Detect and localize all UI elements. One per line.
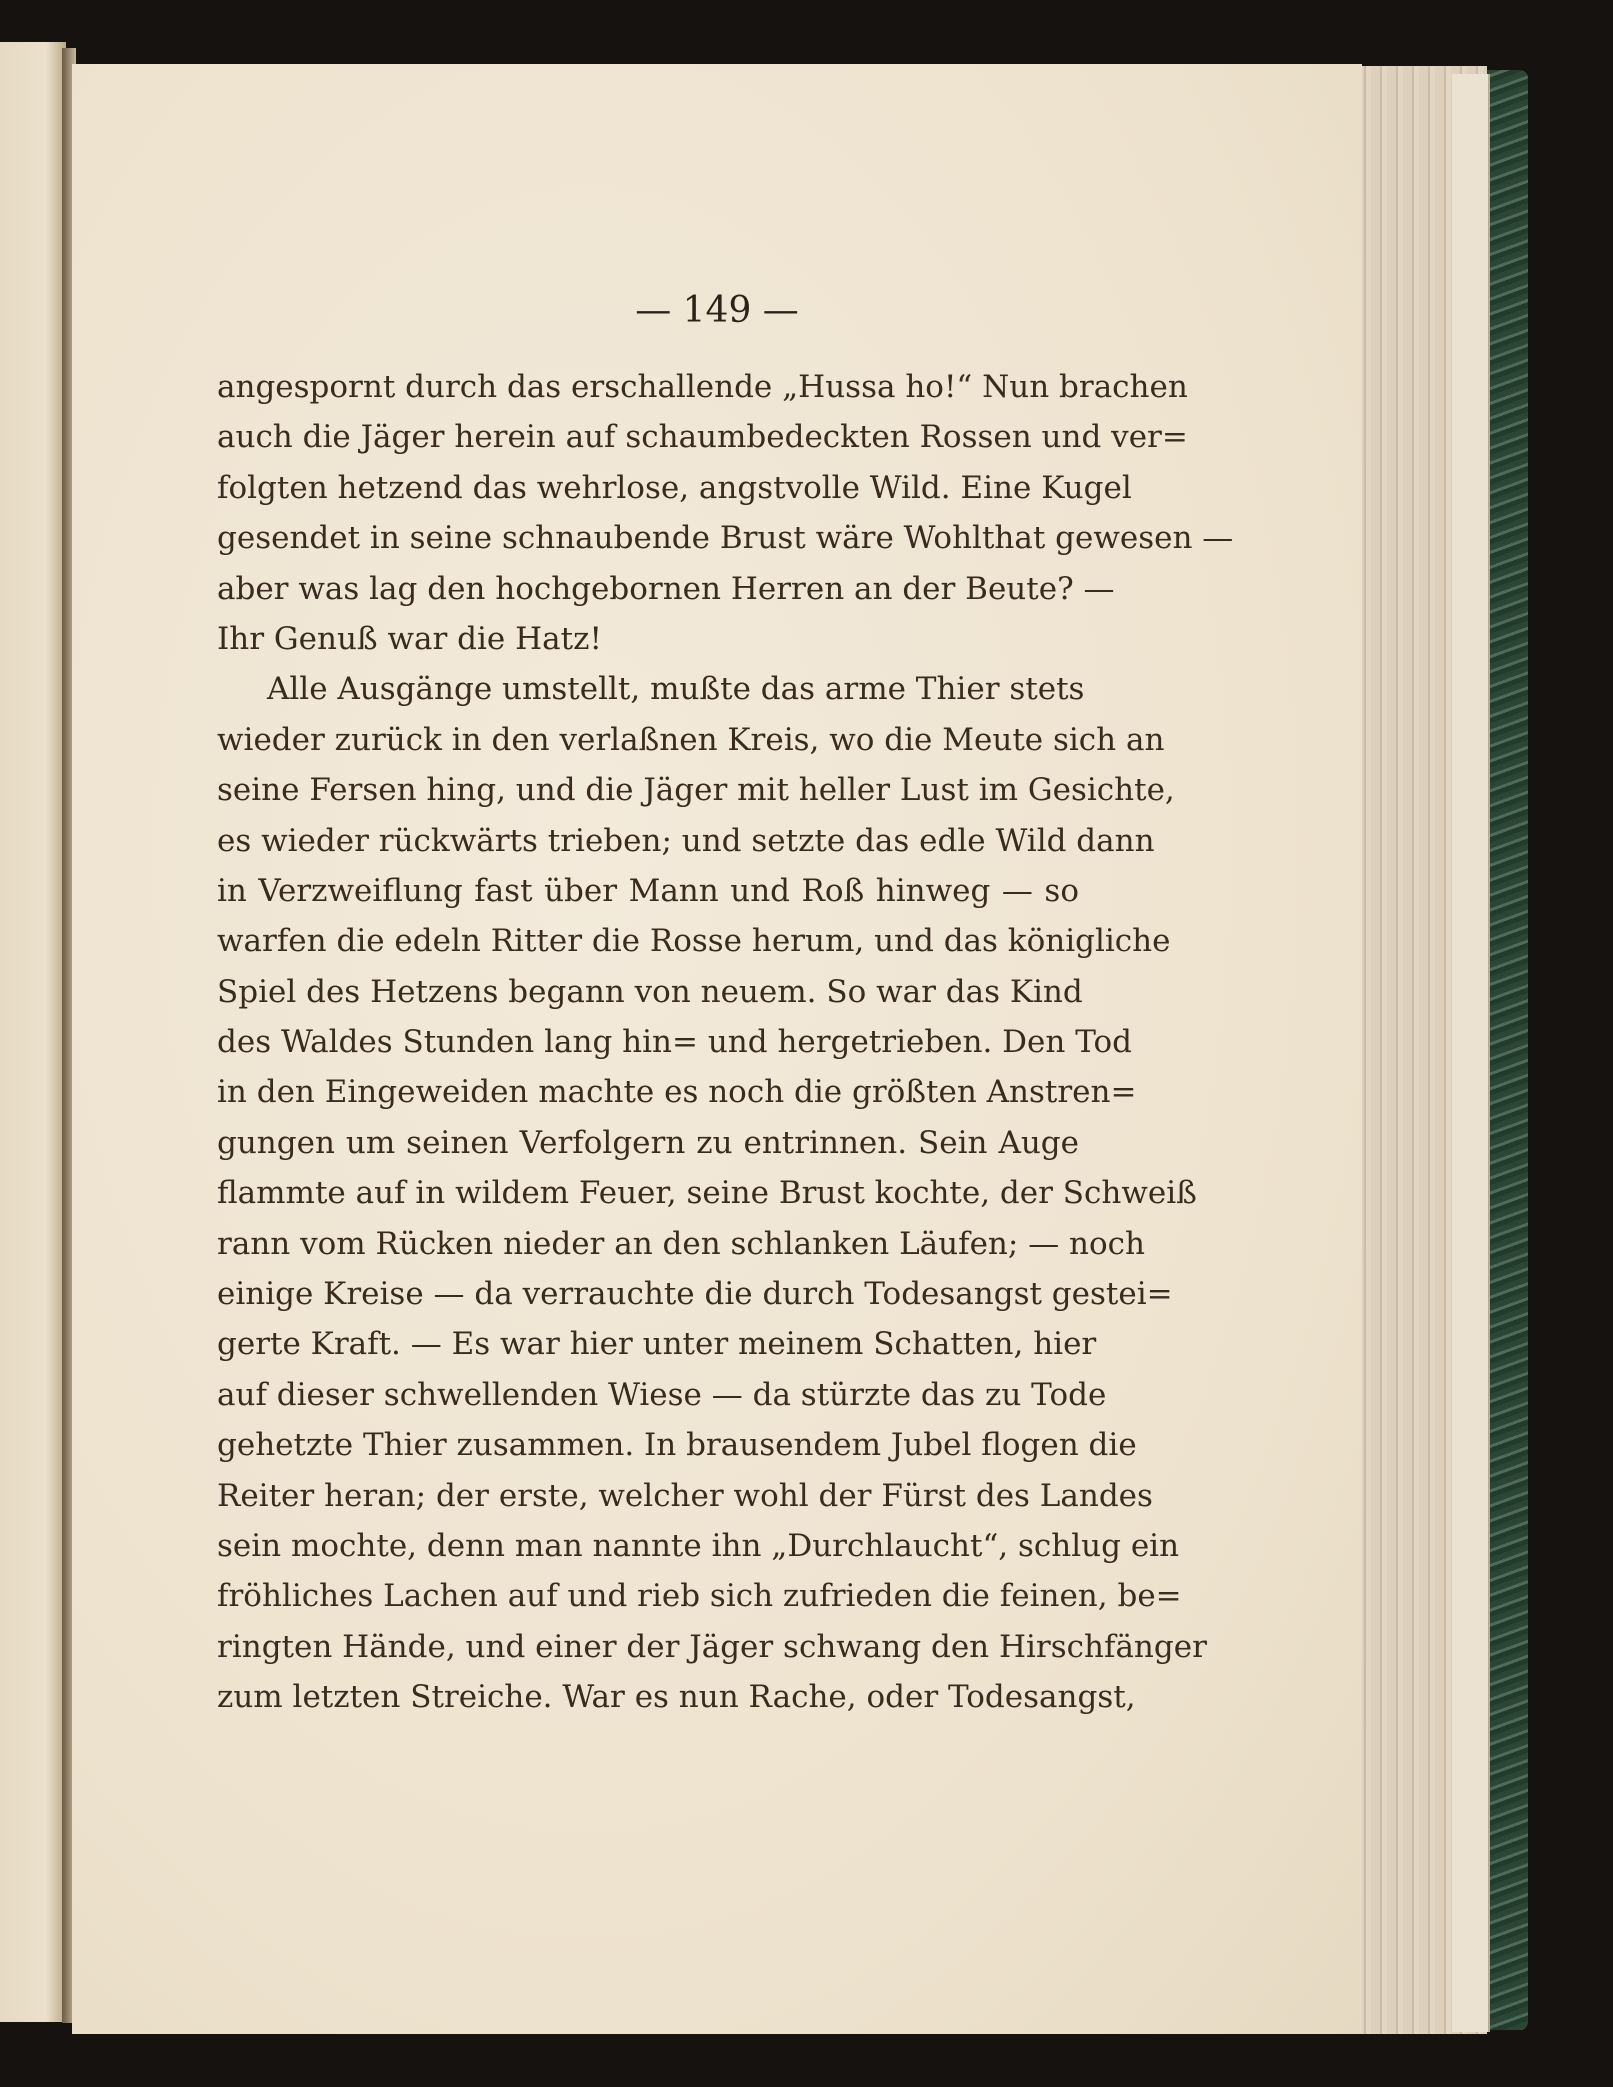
text-line: Reiter heran; der erste, welcher wohl der Fürst des Landes — [217, 1477, 1153, 1514]
text-line: zum letzten Streiche. War es nun Rache, oder Todesangst, — [217, 1679, 1136, 1716]
text-line: gungen um seinen Verfolgern zu entrinnen. Sein Auge — [217, 1124, 1079, 1161]
text-line: sein mochte, denn man nannte ihn „Durchlaucht“, schlug ein — [217, 1527, 1180, 1564]
text-line: des Waldes Stunden lang hin= und hergetrieben. Den Tod — [217, 1024, 1132, 1061]
text-line: es wieder rückwärts trieben; und setzte das edle Wild dann — [217, 822, 1155, 859]
text-line: auf dieser schwellenden Wiese — da stürzte das zu Tode — [217, 1376, 1107, 1413]
text-line: ringten Hände, und einer der Jäger schwang den Hirschfänger — [217, 1628, 1207, 1665]
text-line: wieder zurück in den verlaßnen Kreis, wo die Meute sich an — [217, 721, 1165, 758]
page-number: — 149 — — [635, 290, 799, 331]
book-page — [72, 64, 1362, 2034]
text-line: gerte Kraft. — Es war hier unter meinem Schatten, hier — [217, 1326, 1097, 1363]
text-line: flammte auf in wildem Feuer, seine Brust kochte, der Schweiß — [217, 1175, 1197, 1212]
text-line: fröhliches Lachen auf und rieb sich zufrieden die feinen, be= — [217, 1578, 1182, 1615]
text-line: in Verzweiflung fast über Mann und Roß hinweg — so — [217, 872, 1079, 909]
page-stack-last-leaf — [1452, 74, 1490, 2032]
book-cover-edge — [1484, 70, 1528, 2030]
text-line: Ihr Genuß war die Hatz! — [217, 620, 602, 657]
text-line: gesendet in seine schnaubende Brust wäre Wohlthat gewesen — — [217, 520, 1234, 557]
text-line: angespornt durch das erschallende „Hussa ho!“ Nun brachen — [217, 369, 1188, 405]
text-line: in den Eingeweiden machte es noch die größten Anstren= — [217, 1074, 1137, 1111]
text-line: warfen die edeln Ritter die Rosse herum, und das königliche — [217, 923, 1171, 960]
text-line: auch die Jäger herein auf schaumbedeckten Rossen und ver= — [217, 419, 1188, 456]
text-line: seine Fersen hing, und die Jäger mit heller Lust im Gesichte, — [217, 772, 1175, 809]
text-line: Spiel des Hetzens begann von neuem. So war das Kind — [217, 973, 1083, 1010]
text-line: Alle Ausgänge umstellt, mußte das arme Thier stets — [267, 671, 1085, 708]
body-text — [217, 362, 1234, 1723]
text-line: aber was lag den hochgebornen Herren an der Beute? — — [217, 570, 1115, 607]
text-line: gehetzte Thier zusammen. In brausendem Jubel flogen die — [217, 1427, 1137, 1464]
text-line: folgten hetzend das wehrlose, angstvolle Wild. Eine Kugel — [217, 469, 1132, 506]
text-line: einige Kreise — da verrauchte die durch Todesangst gestei= — [217, 1276, 1173, 1313]
left-page-edge — [0, 42, 66, 2022]
text-line: rann vom Rücken nieder an den schlanken Läufen; — noch — [217, 1225, 1146, 1262]
